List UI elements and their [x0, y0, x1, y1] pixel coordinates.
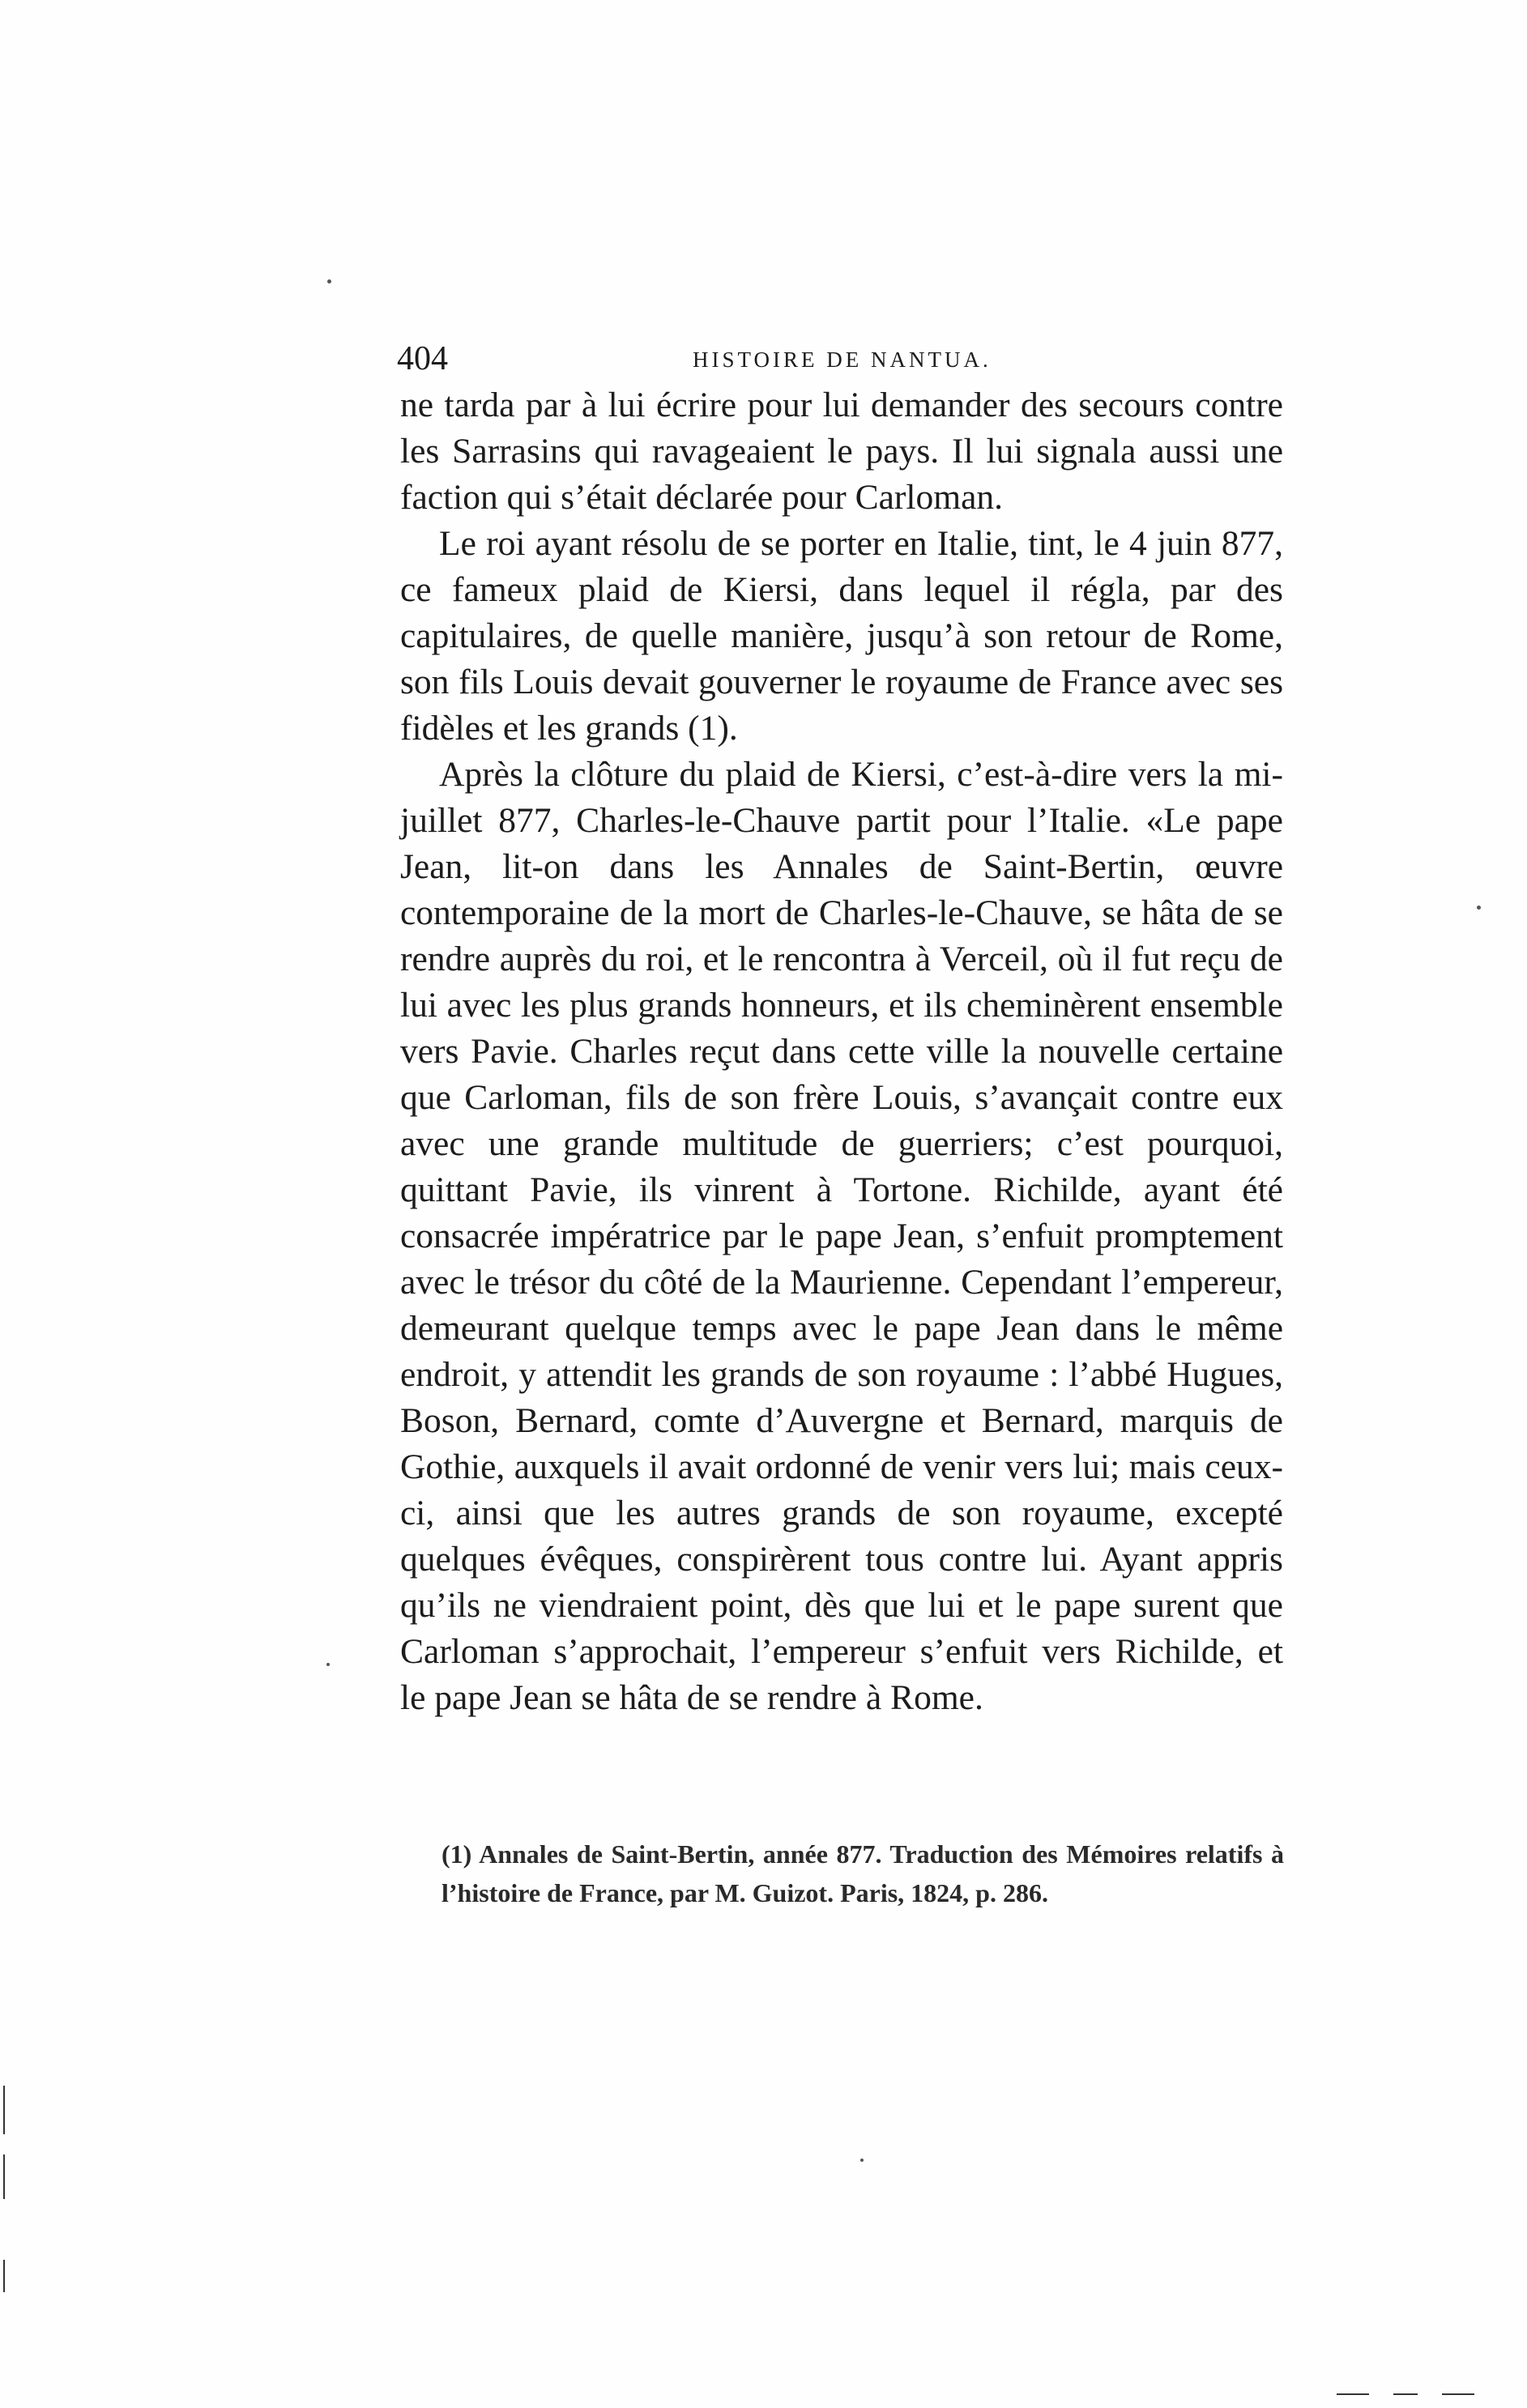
scan-edge-mark: [1393, 2393, 1418, 2395]
running-title: HISTOIRE DE NANTUA.: [693, 347, 992, 372]
scan-speck: [860, 2159, 864, 2162]
page-number: 404: [397, 340, 448, 377]
paragraph-1: ne tarda par à lui écrire pour lui demander des secours contre les Sarrasins qui ravageaient le pays. Il lui signala aussi une faction qui s’était déclarée pour Carloman.: [400, 386, 1283, 517]
paragraph-2: Le roi ayant résolu de se porter en Italie, tint, le 4 juin 877, ce fameux plaid de Kiersi, dans lequel il régla, par des capitulaires, de quelle manière, jusqu’à son retour de Rome, son fils Louis devait gouverner le royaume de France avec ses fidèles et les grands (1).: [400, 524, 1283, 748]
scan-edge-mark: [1442, 2393, 1474, 2395]
scan-speck: [327, 279, 331, 283]
scan-edge-mark: [1337, 2393, 1369, 2395]
paragraph-3: Après la clôture du plaid de Kiersi, c’est-à-dire vers la mi-juillet 877, Charles-le-Chauve partit pour l’Italie. «Le pape Jean, lit-on dans les Annales de Saint-Bertin, œuvre contemporaine de la mort de Charles-le-Chauve, se hâta de se rendre auprès du roi, et le rencontra à Verceil, où il fut reçu de lui avec les plus grands honneurs, et ils cheminèrent ensemble vers Pavie. Charles reçut dans cette ville la nouvelle certaine que Carloman, fils de son frère Louis, s’avançait contre eux avec une grande multitude de guerriers; c’est pourquoi, quittant Pavie, ils vinrent à Tortone. Richilde, ayant été consacrée impératrice par le pape Jean, s’enfuit promptement avec le trésor du côté de la Maurienne. Cependant l’empereur, demeurant quelque temps avec le pape Jean dans le même endroit, y attendit les grands de son royaume : l’abbé Hugues, Boson, Bernard, comte d’Auvergne et Bernard, marquis de Gothie, auxquels il avait ordonné de venir vers lui; mais ceux-ci, ainsi que les autres grands de son royaume, excepté quelques évêques, conspirèrent tous contre lui. Ayant appris qu’ils ne viendraient point, dès que lui et le pape surent que Carloman s’approchait, l’empereur s’enfuit vers Richilde, et le pape Jean se hâta de se rendre à Rome.: [400, 755, 1283, 1717]
scan-edge-mark: [3, 2154, 5, 2199]
scan-edge-mark: [3, 2260, 5, 2292]
scan-speck: [326, 1663, 330, 1666]
scan-speck: [1477, 906, 1481, 910]
page-header: [397, 339, 1288, 379]
scan-edge-mark: [3, 2086, 5, 2134]
body-text: [400, 382, 1283, 1721]
footnote-text: (1) Annales de Saint-Bertin, année 877. Traduction des Mémoires relatifs à l’histoire de France, par M. Guizot. Paris, 1824, p. 286.: [441, 1839, 1284, 1907]
footnote: [441, 1835, 1284, 1912]
